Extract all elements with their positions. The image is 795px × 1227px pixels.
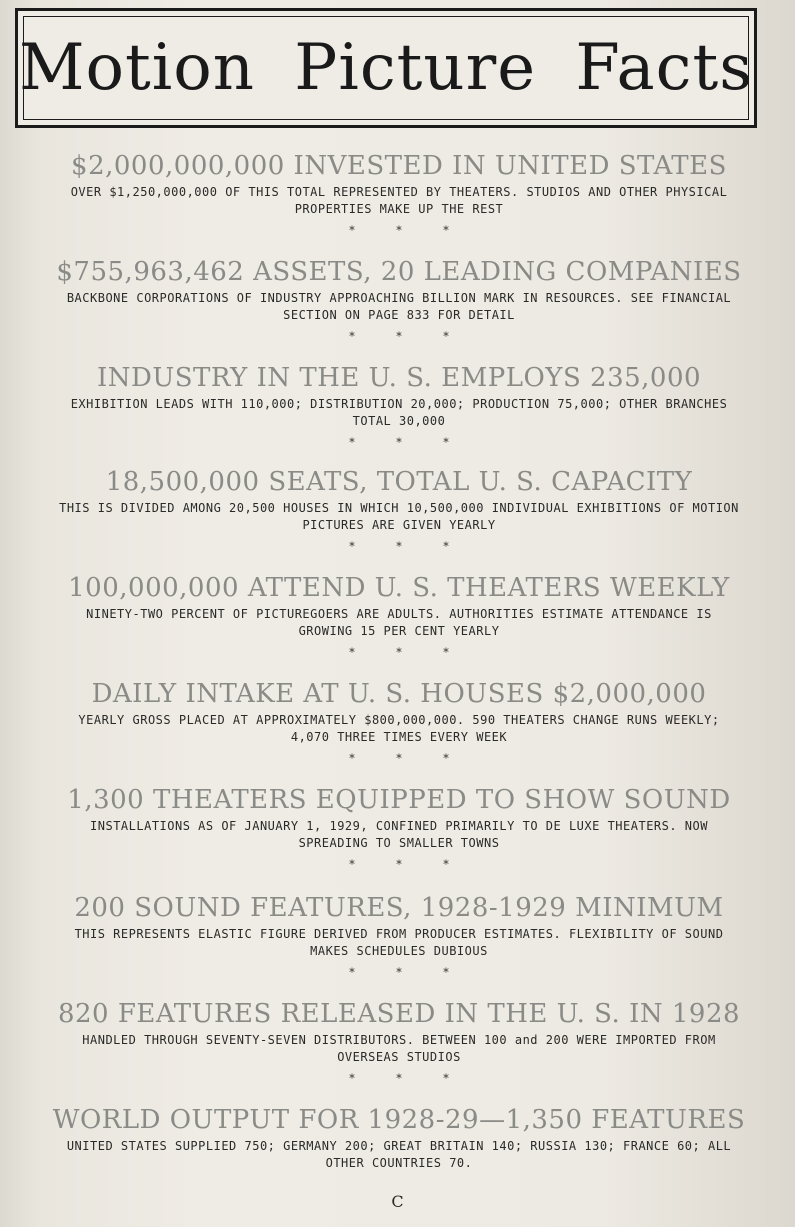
fact-description: UNITED STATES SUPPLIED 750; GERMANY 200; GREAT BRITAIN 140; RUSSIA 130; FRANCE 60; ALL OTHER COUNTRIES 70.	[66, 1139, 732, 1170]
separator-stars: * * *	[349, 858, 449, 871]
fact-description: EXHIBITION LEADS WITH 110,000; DISTRIBUTION 20,000; PRODUCTION 75,000; OTHER BRANCHES TOTAL 30,000	[70, 397, 728, 428]
fact-description: BACKBONE CORPORATIONS OF INDUSTRY APPROACHING BILLION MARK IN RESOURCES. SEE FINANCIAL SECTION ON PAGE 833 FOR DETAIL	[66, 291, 732, 322]
fact-headline: $2,000,000,000 INVESTED IN UNITED STATES	[71, 151, 727, 181]
fact-item	[18, 784, 780, 872]
fact-item	[18, 1104, 780, 1172]
separator-stars: * * *	[349, 966, 449, 979]
fact-item	[18, 466, 780, 554]
fact-item	[18, 256, 780, 344]
fact-item	[18, 892, 780, 980]
fact-description: THIS IS DIVIDED AMONG 20,500 HOUSES IN WHICH 10,500,000 INDIVIDUAL EXHIBITIONS OF MOTION PICTURES ARE GIVEN YEARLY	[59, 501, 739, 532]
fact-description: HANDLED THROUGH SEVENTY-SEVEN DISTRIBUTORS. BETWEEN 100 and 200 WERE IMPORTED FROM OVERSEAS STUDIOS	[82, 1033, 716, 1064]
facts-list	[18, 150, 780, 1185]
fact-headline: INDUSTRY IN THE U. S. EMPLOYS 235,000	[96, 363, 702, 393]
fact-headline: WORLD OUTPUT FOR 1928-29—1,350 FEATURES	[52, 1105, 746, 1135]
fact-item	[18, 362, 780, 450]
fact-description: YEARLY GROSS PLACED AT APPROXIMATELY $800,000,000. 590 THEATERS CHANGE RUNS WEEKLY; 4,070 THREE TIMES EVERY WEEK	[78, 713, 720, 744]
fact-headline: 100,000,000 ATTEND U. S. THEATERS WEEKLY	[68, 573, 730, 603]
fact-headline: $755,963,462 ASSETS, 20 LEADING COMPANIES	[56, 257, 742, 287]
separator-stars: * * *	[349, 330, 449, 343]
separator-stars: * * *	[349, 752, 449, 765]
fact-headline: DAILY INTAKE AT U. S. HOUSES $2,000,000	[91, 679, 707, 709]
fact-description: OVER $1,250,000,000 OF THIS TOTAL REPRESENTED BY THEATERS. STUDIOS AND OTHER PHYSICAL PROPERTIES MAKE UP THE REST	[70, 185, 728, 216]
fact-headline: 820 FEATURES RELEASED IN THE U. S. IN 1928	[57, 999, 741, 1029]
fact-item	[18, 150, 780, 238]
title-inner-frame	[18, 16, 754, 120]
title-frame	[15, 8, 757, 128]
fact-item	[18, 678, 780, 766]
fact-description: THIS REPRESENTS ELASTIC FIGURE DERIVED FROM PRODUCER ESTIMATES. FLEXIBILITY OF SOUND MAKES SCHEDULES DUBIOUS	[74, 927, 724, 958]
page-title: Motion Picture Facts	[18, 31, 754, 105]
separator-stars: * * *	[349, 224, 449, 237]
separator-stars: * * *	[349, 646, 449, 659]
fact-item	[18, 572, 780, 660]
fact-item	[18, 998, 780, 1086]
separator-stars: * * *	[349, 540, 449, 553]
separator-stars: * * *	[349, 436, 449, 449]
fact-headline: 18,500,000 SEATS, TOTAL U. S. CAPACITY	[105, 467, 693, 497]
fact-description: INSTALLATIONS AS OF JANUARY 1, 1929, CONFINED PRIMARILY TO DE LUXE THEATERS. NOW SPREADING TO SMALLER TOWNS	[90, 819, 708, 850]
page-letter: C	[391, 1192, 404, 1211]
fact-description: NINETY-TWO PERCENT OF PICTUREGOERS ARE ADULTS. AUTHORITIES ESTIMATE ATTENDANCE IS GROWING 15 PER CENT YEARLY	[86, 607, 712, 638]
fact-headline: 1,300 THEATERS EQUIPPED TO SHOW SOUND	[67, 785, 731, 815]
fact-headline: 200 SOUND FEATURES, 1928-1929 MINIMUM	[74, 893, 724, 923]
separator-stars: * * *	[349, 1072, 449, 1085]
